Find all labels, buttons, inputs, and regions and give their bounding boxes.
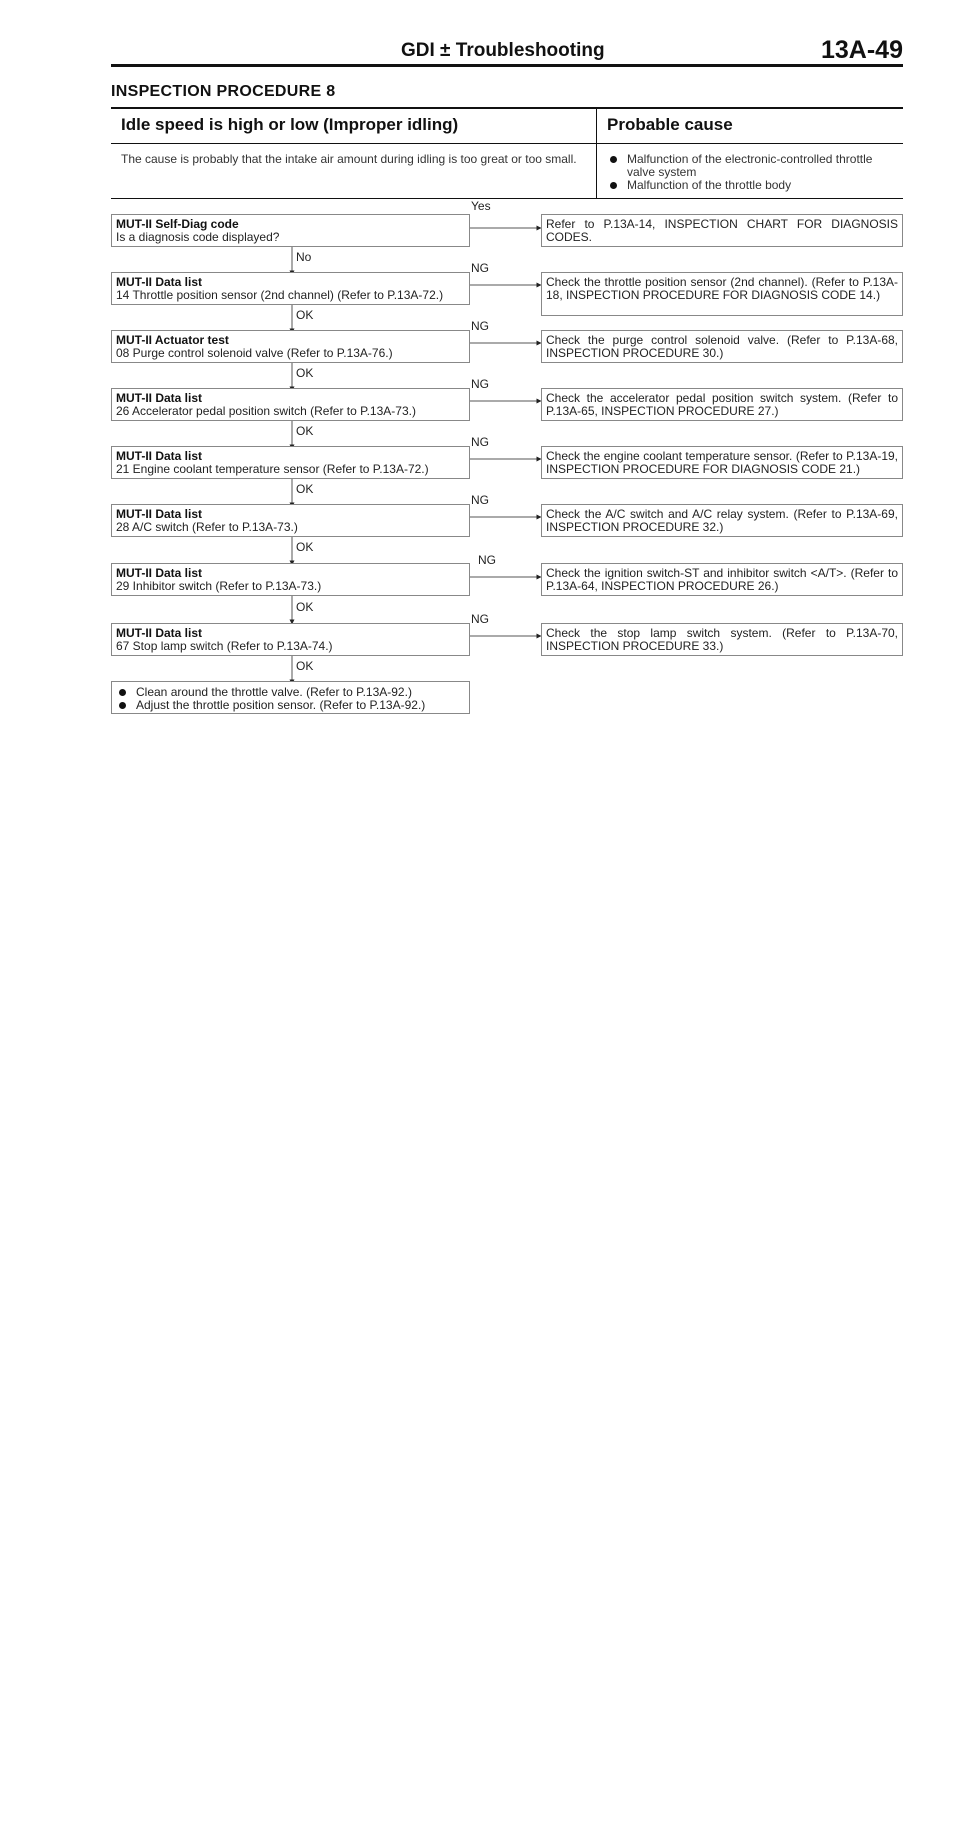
branch-label-ng: NG (471, 612, 489, 626)
result-box: Check the accelerator pedal position switch system. (Refer to P.13A-65, INSPECTION PROCEDURE 27.) (541, 388, 903, 421)
branch-label-ok: OK (296, 366, 314, 380)
branch-label-no: No (296, 250, 312, 264)
bullet-icon (119, 702, 126, 709)
branch-label-ok: OK (296, 659, 314, 673)
check-box-data-list-14: MUT-II Data list 14 Throttle position sensor (2nd channel) (Refer to P.13A-72.) (111, 272, 470, 305)
check-box-data-list-67: MUT-II Data list 67 Stop lamp switch (Refer to P.13A-74.) (111, 623, 470, 656)
check-box-data-list-21: MUT-II Data list 21 Engine coolant temperature sensor (Refer to P.13A-72.) (111, 446, 470, 479)
symptom-header: Idle speed is high or low (Improper idling) (111, 108, 597, 144)
branch-label-ng: NG (471, 319, 489, 333)
branch-label-ok: OK (296, 308, 314, 322)
branch-label-yes: Yes (471, 199, 491, 213)
branch-label-ng: NG (478, 553, 496, 567)
final-step-item: Clean around the throttle valve. (Refer to P.13A-92.) (116, 686, 465, 699)
result-box: Check the purge control solenoid valve. (Refer to P.13A-68, INSPECTION PROCEDURE 30.) (541, 330, 903, 363)
bullet-icon (119, 689, 126, 696)
header-title: GDI ± Troubleshooting (401, 40, 605, 61)
procedure-title: INSPECTION PROCEDURE 8 (111, 83, 336, 100)
branch-label-ng: NG (471, 435, 489, 449)
branch-label-ng: NG (471, 261, 489, 275)
result-box: Check the stop lamp switch system. (Refer to P.13A-70, INSPECTION PROCEDURE 33.) (541, 623, 903, 656)
branch-label-ok: OK (296, 482, 314, 496)
check-box-data-list-29: MUT-II Data list 29 Inhibitor switch (Refer to P.13A-73.) (111, 563, 470, 596)
branch-label-ok: OK (296, 600, 314, 614)
result-box: Check the engine coolant temperature sensor. (Refer to P.13A-19, INSPECTION PROCEDURE FOR DIAGNOSIS CODE 21.) (541, 446, 903, 479)
check-box-actuator-08: MUT-II Actuator test 08 Purge control solenoid valve (Refer to P.13A-76.) (111, 330, 470, 363)
check-box-data-list-26: MUT-II Data list 26 Accelerator pedal position switch (Refer to P.13A-73.) (111, 388, 470, 421)
result-box: Check the throttle position sensor (2nd channel). (Refer to P.13A-18, INSPECTION PROCEDURE FOR DIAGNOSIS CODE 14.) (541, 272, 903, 316)
final-step-item: Adjust the throttle position sensor. (Refer to P.13A-92.) (116, 699, 465, 712)
cause-item: Malfunction of the throttle body (607, 179, 893, 192)
page-number: 13A-49 (821, 36, 903, 64)
result-box: Refer to P.13A-14, INSPECTION CHART FOR DIAGNOSIS CODES. (541, 214, 903, 247)
cause-item: Malfunction of the electronic-controlled throttle valve system (607, 153, 893, 179)
symptom-description: The cause is probably that the intake air amount during idling is too great or too small. (111, 144, 597, 199)
branch-label-ok: OK (296, 424, 314, 438)
branch-label-ng: NG (471, 377, 489, 391)
branch-label-ok: OK (296, 540, 314, 554)
check-box-self-diag: MUT-II Self-Diag code Is a diagnosis code displayed? (111, 214, 470, 247)
probable-cause-header: Probable cause (597, 108, 904, 144)
check-box-data-list-28: MUT-II Data list 28 A/C switch (Refer to P.13A-73.) (111, 504, 470, 537)
branch-label-ng: NG (471, 493, 489, 507)
result-box: Check the ignition switch-ST and inhibitor switch <A/T>. (Refer to P.13A-64, INSPECTION PROCEDURE 26.) (541, 563, 903, 596)
result-box: Check the A/C switch and A/C relay system. (Refer to P.13A-69, INSPECTION PROCEDURE 32.) (541, 504, 903, 537)
final-action-box (111, 681, 470, 714)
